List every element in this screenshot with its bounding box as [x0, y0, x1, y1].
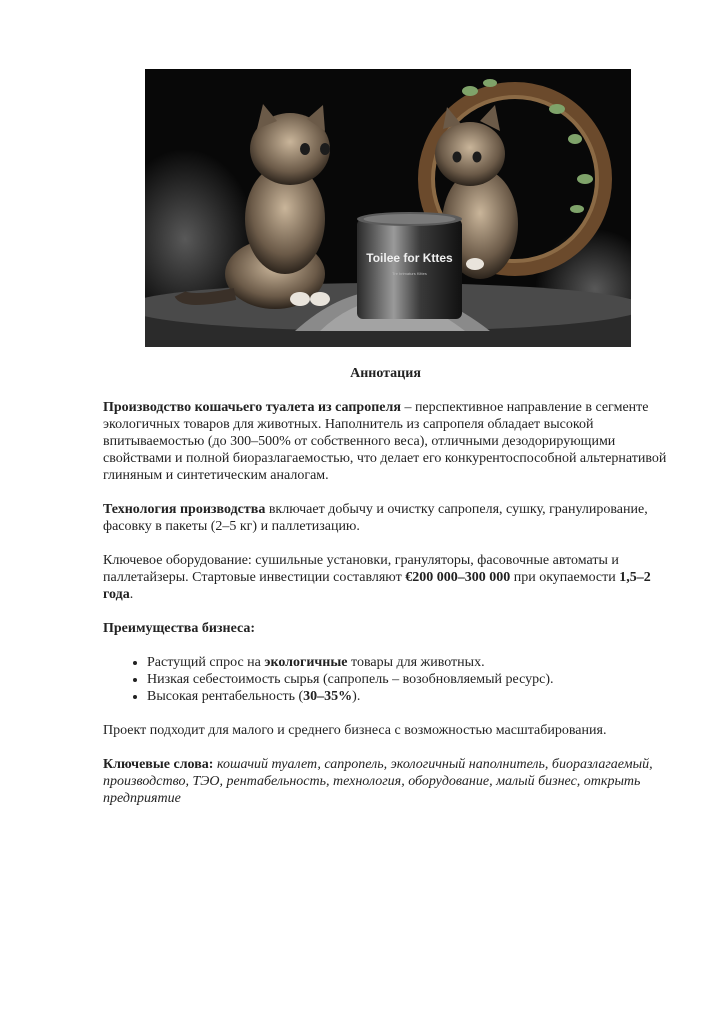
advantages-heading [103, 620, 668, 637]
investment-amount: €200 000–300 000 [405, 570, 511, 585]
keywords-text: кошачий туалет, сапропель, экологичный наполнитель, биоразлагаемый, производство, ТЭО, рентабельность, технология, оборудование, малый бизнес, открыть предприятие [103, 757, 653, 806]
product-can-label: Toilee for Kttes [366, 251, 453, 265]
advantages-list [103, 654, 668, 705]
list-item [147, 688, 668, 705]
intro-text: – перспективное направление в сегменте экологичных товаров для животных. Наполнитель из сапропеля обладает высокой впитываемостью (до 300–500% от собственного веса), отличными дезодорирующими свойствами и полной биоразлагаемостью, что делает его конкурентоспособной альтернативой глиняным и синтетическим аналогам. [103, 400, 667, 483]
technology-text: включает добычу и очистку сапропеля, сушку, гранулирование, фасовку в пакеты (2–5 кг) и паллетизацию. [103, 502, 648, 534]
advantage-3-text: Высокая рентабельность ( [147, 689, 304, 704]
product-can-sublabel: Tre brimaturs Kittes [392, 271, 427, 276]
list-item [147, 654, 668, 671]
keywords-paragraph [103, 756, 668, 807]
document-body [103, 365, 668, 824]
payback-period: 1,5–2 года [103, 570, 651, 602]
advantage-3-bold: 30–35% [303, 689, 353, 704]
advantage-3-end: ). [352, 689, 361, 704]
advantage-2-text: Низкая себестоимость сырья (сапропель – возобновляемый ресурс). [147, 672, 554, 687]
equipment-text: Ключевое оборудование: сушильные установки, грануляторы, фасовочные автоматы и паллетайзеры. Стартовые инвестиции составляют [103, 553, 619, 585]
intro-bold: Производство кошачьего туалета из сапропеля [103, 400, 401, 415]
equipment-paragraph [103, 552, 668, 603]
advantage-1-end: товары для животных. [347, 655, 485, 670]
scalability-paragraph: Проект подходит для малого и среднего бизнеса с возможностью масштабирования. [103, 723, 607, 738]
keywords-label: Ключевые слова: [103, 757, 214, 772]
list-item [147, 671, 668, 688]
intro-paragraph [103, 399, 668, 484]
advantage-1-text: Растущий спрос на [147, 655, 265, 670]
cover-image [145, 69, 631, 347]
period-dot: . [129, 587, 134, 602]
advantage-1-bold: экологичные [264, 655, 348, 670]
page-title: Аннотация [350, 366, 421, 381]
payback-text: при окупаемости [510, 570, 620, 585]
technology-bold: Технология производства [103, 502, 266, 517]
advantages-heading-text: Преимущества бизнеса: [103, 621, 256, 636]
technology-paragraph [103, 501, 668, 535]
